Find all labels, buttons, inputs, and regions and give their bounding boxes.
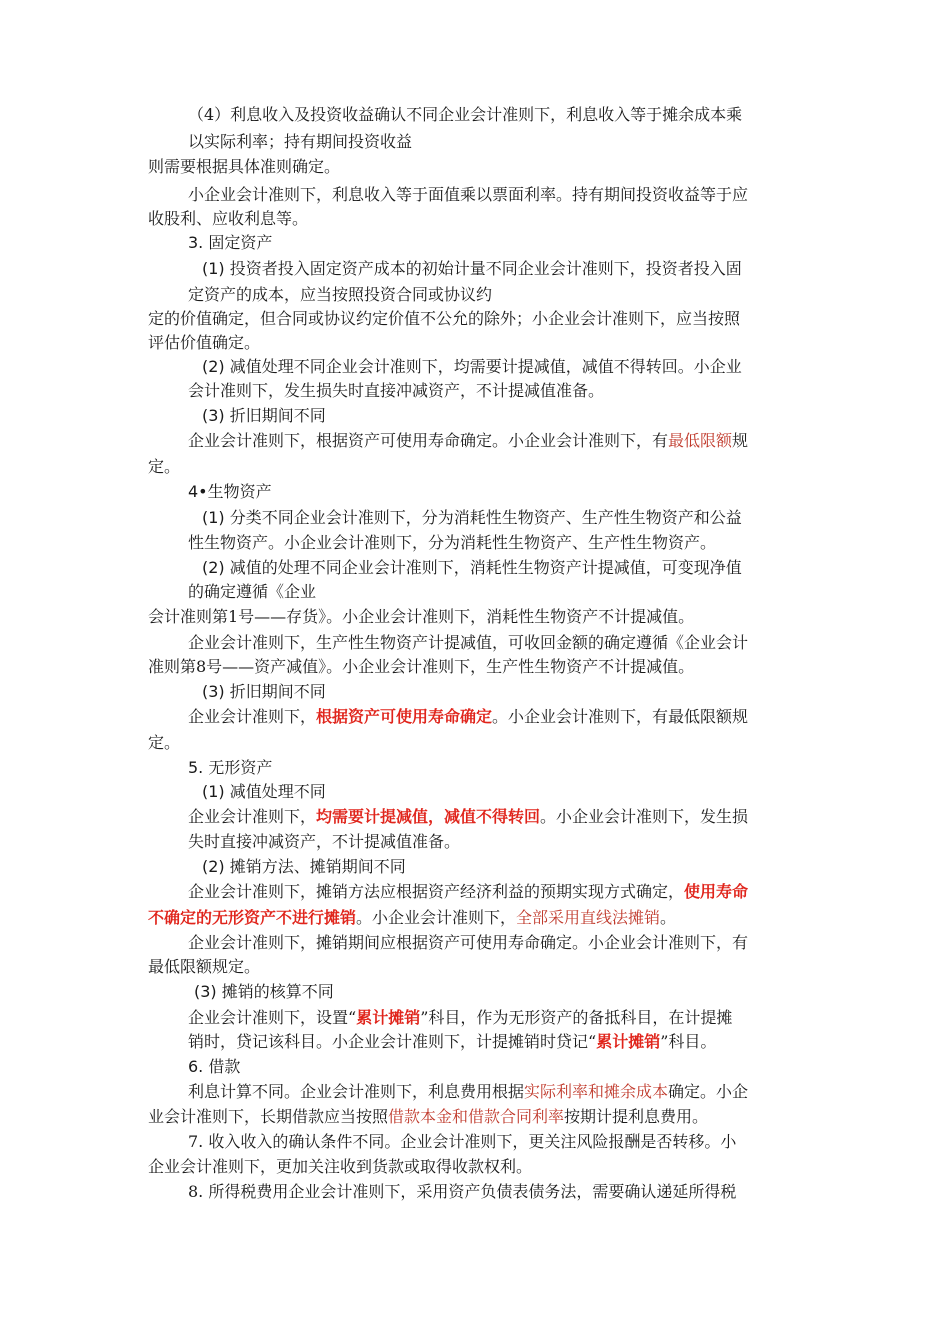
text-line	[188, 831, 460, 853]
text-segment: 最低限额规定。	[148, 957, 261, 976]
text-segment: (2) 摊销方法、摊销期间不同	[202, 857, 406, 876]
text-line	[188, 706, 748, 728]
text-line	[148, 456, 180, 478]
text-line	[148, 208, 308, 230]
text-segment: 定。	[148, 733, 181, 752]
text-segment: 的确定遵循《企业	[188, 582, 317, 601]
text-line	[188, 284, 492, 306]
text-line	[148, 606, 694, 628]
text-line	[148, 1156, 532, 1178]
text-line	[148, 156, 340, 178]
text-segment: 业会计准则下，长期借款应当按照	[148, 1107, 389, 1126]
text-segment: 定。	[148, 457, 181, 476]
text-segment: 会计准则第1号——存货》。小企业会计准则下，消耗性生物资产不计提减值。	[148, 607, 695, 626]
text-segment: 企业会计准则下，更加关注收到货款或取得收款权利。	[148, 1157, 533, 1176]
highlighted-text: 使用寿命	[684, 882, 749, 901]
text-segment: 失时直接冲减资产，不计提减值准备。	[188, 832, 461, 851]
text-segment: (3) 摊销的核算不同	[194, 982, 334, 1001]
text-line	[202, 557, 742, 579]
text-segment: 5. 无形资产	[188, 758, 273, 777]
text-segment: ”科目。	[660, 1032, 717, 1051]
text-segment: 准则第8号——资产减值》。小企业会计准则下，生产性生物资产不计提减值。	[148, 657, 695, 676]
text-segment: 以实际利率；持有期间投资收益	[188, 132, 413, 151]
text-line	[202, 681, 326, 703]
text-line	[188, 1131, 736, 1153]
text-segment: 。	[660, 908, 677, 927]
text-line	[188, 1056, 240, 1078]
text-line	[202, 258, 742, 280]
text-line	[188, 232, 272, 254]
text-segment: (1) 投资者投入固定资产成本的初始计量不同企业会计准则下，投资者投入固	[202, 259, 742, 278]
text-line	[188, 632, 748, 654]
highlighted-text: 根据资产可使用寿命确定	[316, 707, 493, 726]
text-segment: 企业会计准则下，根据资产可使用寿命确定。小企业会计准则下，有	[188, 431, 669, 450]
text-line	[188, 430, 748, 452]
text-line	[188, 757, 272, 779]
text-segment: 评估价值确定。	[148, 333, 261, 352]
text-segment: (1) 减值处理不同	[202, 782, 326, 801]
text-line	[202, 356, 742, 378]
text-segment: 企业会计准则下，生产性生物资产计提减值，可收回金额的确定遵循《企业会计	[188, 633, 749, 652]
text-line	[188, 131, 412, 153]
text-line	[188, 806, 748, 828]
text-line	[148, 907, 676, 929]
text-line	[202, 781, 326, 803]
text-line	[188, 532, 716, 554]
text-segment: (3) 折旧期间不同	[202, 682, 326, 701]
text-segment: 确定。小企	[668, 1082, 749, 1101]
text-line	[188, 1181, 736, 1203]
highlighted-text: 最低限额	[668, 431, 733, 450]
text-line	[188, 1031, 716, 1053]
text-line	[188, 104, 742, 126]
text-segment: 6. 借款	[188, 1057, 241, 1076]
text-segment: 利息计算不同。企业会计准则下，利息费用根据	[188, 1082, 525, 1101]
text-segment: 小企业会计准则下，利息收入等于面值乘以票面利率。持有期间投资收益等于应	[188, 185, 749, 204]
text-segment: 性生物资产。小企业会计准则下，分为消耗性生物资产、生产性生物资产。	[188, 533, 717, 552]
highlighted-text: 累计摊销	[596, 1032, 661, 1051]
text-segment: (1) 分类不同企业会计准则下，分为消耗性生物资产、生产性生物资产和公益	[202, 508, 742, 527]
text-line	[194, 981, 334, 1003]
text-line	[202, 856, 406, 878]
text-line	[148, 956, 260, 978]
text-segment: (2) 减值的处理不同企业会计准则下，消耗性生物资产计提减值，可变现净值	[202, 558, 742, 577]
text-segment: 。小企业会计准则下，有最低限额规	[492, 707, 749, 726]
text-segment: 按期计提利息费用。	[564, 1107, 709, 1126]
text-line	[148, 1106, 708, 1128]
text-segment: 企业会计准则下，摊销期间应根据资产可使用寿命确定。小企业会计准则下，有	[188, 933, 749, 952]
text-segment: 规	[732, 431, 749, 450]
text-segment: 销时，贷记该科目。小企业会计准则下，计提摊销时贷记“	[188, 1032, 597, 1051]
text-line	[188, 932, 748, 954]
text-line	[148, 732, 180, 754]
text-line	[202, 405, 326, 427]
text-segment: (3) 折旧期间不同	[202, 406, 326, 425]
text-line	[188, 1007, 732, 1029]
text-segment: (2) 减值处理不同企业会计准则下，均需要计提减值，减值不得转回。小企业	[202, 357, 742, 376]
highlighted-text: 全部采用直线法摊销	[516, 908, 661, 927]
text-line	[188, 184, 748, 206]
text-segment: 定的价值确定，但合同或协议约定价值不公允的除外；小企业会计准则下，应当按照	[148, 309, 741, 328]
text-segment: 定资产的成本，应当按照投资合同或协议约	[188, 285, 493, 304]
text-segment: （4）利息收入及投资收益确认不同企业会计准则下，利息收入等于摊余成本乘	[188, 105, 743, 124]
text-segment: 企业会计准则下，	[188, 707, 317, 726]
text-segment: 4•生物资产	[188, 482, 272, 501]
text-segment: ”科目，作为无形资产的备抵科目，在计提摊	[420, 1008, 733, 1027]
text-segment: 收股利、应收利息等。	[148, 209, 309, 228]
highlighted-text: 借款本金和借款合同利率	[388, 1107, 565, 1126]
text-line	[148, 656, 694, 678]
highlighted-text: 不确定的无形资产不进行摊销	[148, 908, 357, 927]
text-segment: 企业会计准则下，摊销方法应根据资产经济利益的预期实现方式确定，	[188, 882, 685, 901]
text-segment: 会计准则下，发生损失时直接冲减资产，不计提减值准备。	[188, 381, 605, 400]
highlighted-text: 实际利率和摊余成本	[524, 1082, 669, 1101]
text-segment: 7. 收入收入的确认条件不同。企业会计准则下，更关注风险报酬是否转移。小	[188, 1132, 737, 1151]
text-segment: 则需要根据具体准则确定。	[148, 157, 341, 176]
text-segment: 企业会计准则下，设置“	[188, 1008, 357, 1027]
text-line	[188, 881, 748, 903]
text-line	[188, 1081, 748, 1103]
text-line	[148, 308, 740, 330]
highlighted-text: 均需要计提减值，减值不得转回	[316, 807, 541, 826]
text-line	[188, 380, 604, 402]
text-line	[148, 332, 260, 354]
text-segment: 8. 所得税费用企业会计准则下，采用资产负债表债务法，需要确认递延所得税	[188, 1182, 737, 1201]
text-segment: 。小企业会计准则下，	[356, 908, 517, 927]
highlighted-text: 累计摊销	[356, 1008, 421, 1027]
text-line	[202, 507, 742, 529]
text-line	[188, 481, 272, 503]
text-segment: 。小企业会计准则下，发生损	[540, 807, 749, 826]
text-segment: 企业会计准则下，	[188, 807, 317, 826]
text-line	[188, 581, 316, 603]
text-segment: 3. 固定资产	[188, 233, 273, 252]
